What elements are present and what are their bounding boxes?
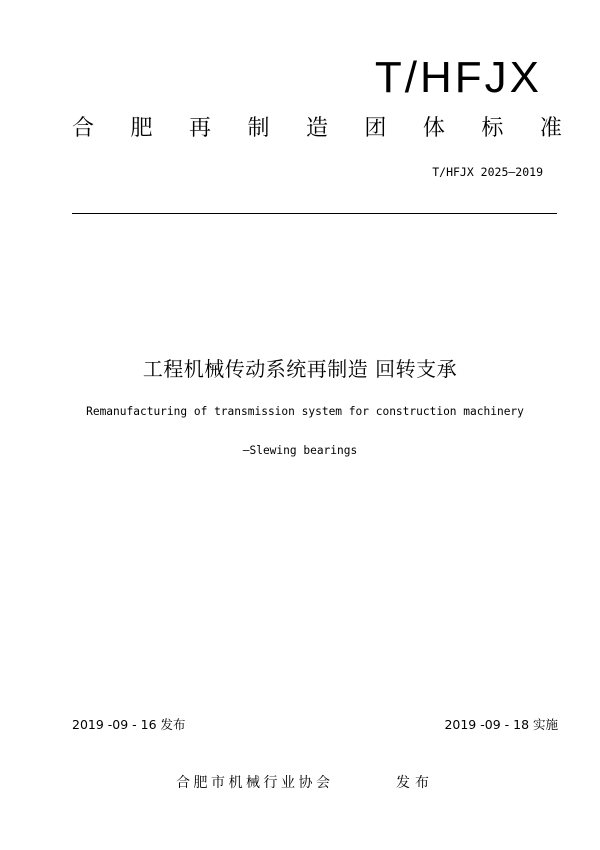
publisher-name: 合肥市机械行业协会 <box>176 775 334 791</box>
document-title-chinese: 工程机械传动系统再制造 回转支承 <box>142 357 458 381</box>
category-char: 团 <box>364 116 387 141</box>
document-subtitle-english: —Slewing bearings <box>242 444 358 457</box>
standard-number: T/HFJX 2025—2019 <box>432 165 543 179</box>
category-char: 标 <box>481 116 504 141</box>
category-char: 再 <box>188 116 211 141</box>
category-char: 制 <box>247 116 270 141</box>
category-char: 肥 <box>130 116 153 141</box>
category-char: 合 <box>72 116 95 141</box>
publish-label: 发布 <box>396 775 434 791</box>
organization-code: T/HFJX <box>374 53 542 102</box>
publication-date: 2019 -09 - 16 发布 <box>72 717 186 732</box>
document-title-english: Remanufacturing of transmission system for construction machinery <box>86 405 524 418</box>
category-char: 造 <box>305 116 328 141</box>
implementation-date: 2019 -09 - 18 实施 <box>444 717 558 732</box>
category-char: 体 <box>422 116 445 141</box>
standard-category-title <box>72 114 562 144</box>
header-divider <box>72 213 557 214</box>
category-char: 准 <box>539 116 562 141</box>
